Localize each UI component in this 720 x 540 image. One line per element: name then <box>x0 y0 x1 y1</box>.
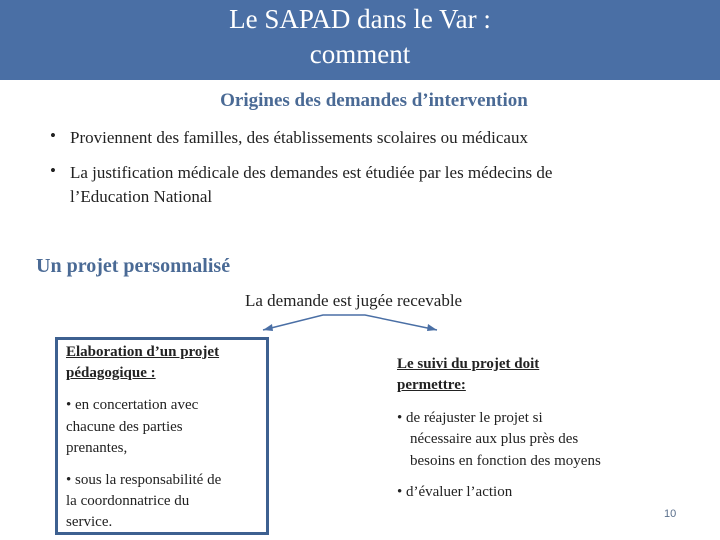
right-item2: • d’évaluer l’action <box>397 484 513 500</box>
project-heading: Un projet personnalisé <box>36 255 231 277</box>
bullet-origin-2-cont: l’Education National <box>70 187 213 206</box>
page-number: 10 <box>664 508 677 520</box>
left-item1-line1: • en concertation avec <box>66 397 199 413</box>
left-item2-line2: la coordonnatrice du <box>66 493 190 509</box>
arrowhead-left <box>263 324 273 331</box>
left-item1-line2: chacune des parties <box>66 419 183 435</box>
right-box-title-1: Le suivi du projet doit <box>397 356 540 372</box>
right-box-title-2: permettre: <box>397 377 466 393</box>
right-item1-line3: besoins en fonction des moyens <box>410 453 601 469</box>
bullet-text: La justification médicale des demandes est étudiée par les médecins de <box>70 163 553 182</box>
left-item2-line3: service. <box>66 514 113 530</box>
left-item1-line3: prenantes, <box>66 440 128 456</box>
left-item2-line1: • sous la responsabilité de <box>66 472 222 488</box>
right-item1-line2: nécessaire aux plus près des <box>410 431 579 447</box>
page-title-line1: Le SAPAD dans le Var : <box>229 4 491 34</box>
left-box-title-2: pédagogique : <box>66 365 156 381</box>
bullet-text: Proviennent des familles, des établissements scolaires ou médicaux <box>70 128 528 147</box>
left-box-title-1: Elaboration d’un projet <box>66 344 220 360</box>
bullet-dot: • <box>50 126 56 145</box>
bullet-dot: • <box>50 161 56 180</box>
origins-heading: Origines des demandes d’intervention <box>220 90 528 111</box>
branch-line <box>263 315 437 330</box>
arrowhead-right <box>427 324 437 331</box>
page-title-line2: comment <box>309 39 411 69</box>
right-item1-line1: • de réajuster le projet si <box>397 410 543 426</box>
demand-statement: La demande est jugée recevable <box>245 291 463 310</box>
